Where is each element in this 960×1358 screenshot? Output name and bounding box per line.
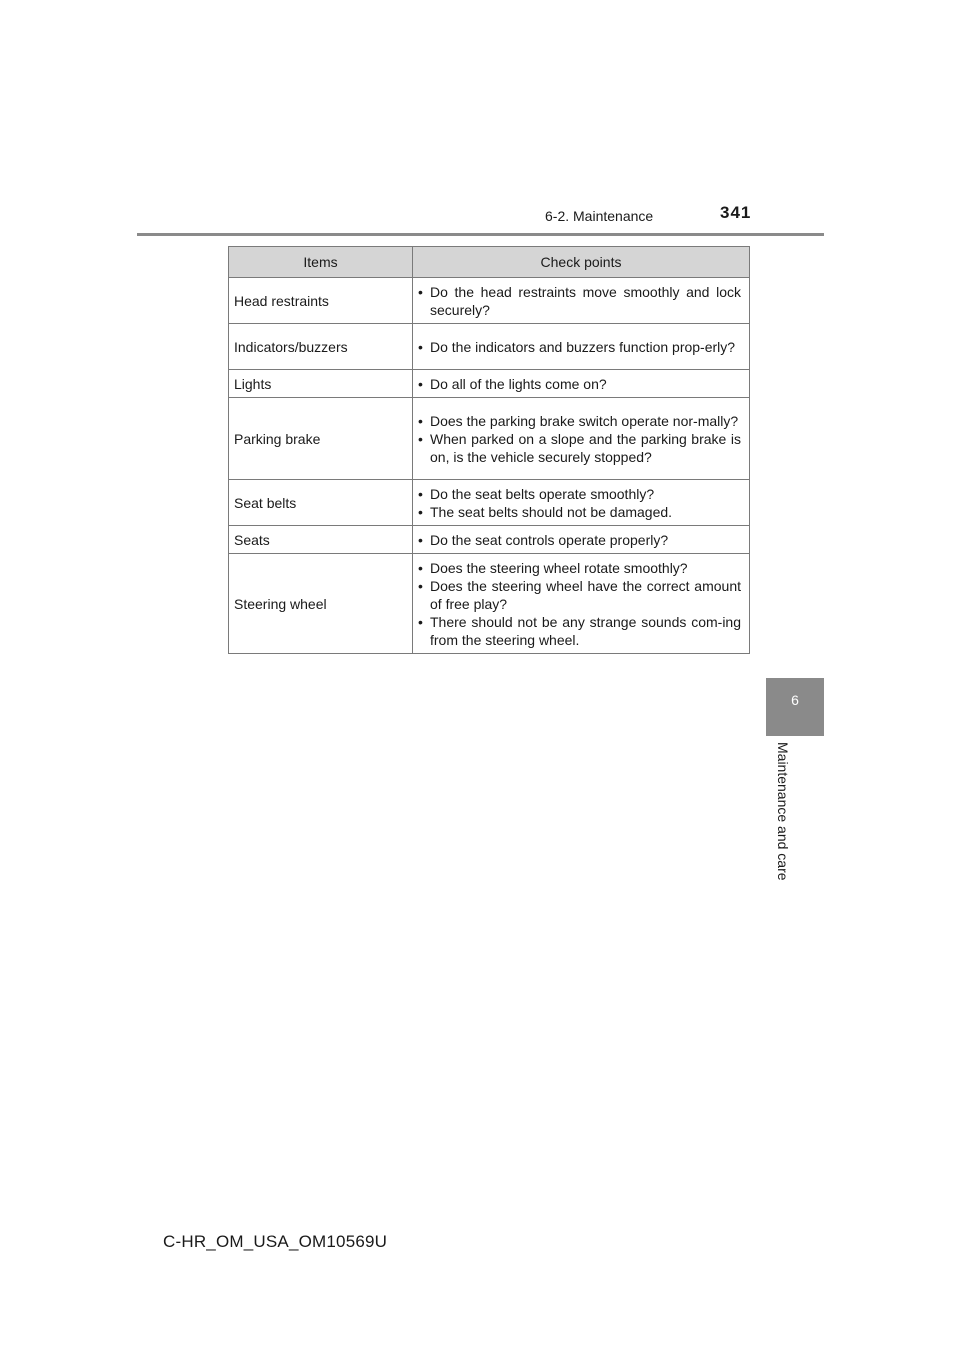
chapter-number: 6 bbox=[791, 692, 799, 708]
table-row bbox=[229, 480, 750, 526]
check-point: • Does the steering wheel have the correct amount of free play? bbox=[418, 577, 741, 613]
check-point: • Does the steering wheel rotate smoothly? bbox=[418, 559, 741, 577]
check-point: • Do the indicators and buzzers function prop-erly? bbox=[418, 338, 741, 356]
row-item-label: Seats bbox=[229, 526, 413, 554]
check-point: • Do all of the lights come on? bbox=[418, 375, 741, 393]
row-item-label: Parking brake bbox=[229, 398, 413, 480]
chapter-tab bbox=[766, 678, 824, 736]
row-check-points bbox=[413, 554, 750, 654]
row-item-label: Head restraints bbox=[229, 278, 413, 324]
row-item-label: Seat belts bbox=[229, 480, 413, 526]
row-check-points bbox=[413, 526, 750, 554]
table-row bbox=[229, 398, 750, 480]
column-header-check-points: Check points bbox=[413, 247, 750, 278]
maintenance-check-table bbox=[228, 246, 750, 654]
table-row bbox=[229, 278, 750, 324]
row-check-points bbox=[413, 324, 750, 370]
check-point: • Do the head restraints move smoothly and lock securely? bbox=[418, 283, 741, 319]
column-header-items: Items bbox=[229, 247, 413, 278]
table-row bbox=[229, 554, 750, 654]
row-item-label: Indicators/buzzers bbox=[229, 324, 413, 370]
chapter-label: Maintenance and care bbox=[775, 742, 791, 881]
row-check-points bbox=[413, 370, 750, 398]
check-point: • The seat belts should not be damaged. bbox=[418, 503, 741, 521]
check-point: • There should not be any strange sounds com-ing from the steering wheel. bbox=[418, 613, 741, 649]
header-divider bbox=[137, 233, 824, 236]
row-check-points bbox=[413, 480, 750, 526]
row-item-label: Lights bbox=[229, 370, 413, 398]
page-number: 341 bbox=[720, 203, 752, 222]
table-row bbox=[229, 370, 750, 398]
table-header-row bbox=[229, 247, 750, 278]
check-point: • When parked on a slope and the parking brake is on, is the vehicle securely stopped? bbox=[418, 430, 741, 466]
section-title: 6-2. Maintenance bbox=[545, 208, 654, 224]
document-code: C-HR_OM_USA_OM10569U bbox=[163, 1232, 388, 1251]
table-row bbox=[229, 324, 750, 370]
check-point: • Does the parking brake switch operate nor-mally? bbox=[418, 412, 741, 430]
row-item-label: Steering wheel bbox=[229, 554, 413, 654]
check-point: • Do the seat belts operate smoothly? bbox=[418, 485, 741, 503]
table-row bbox=[229, 526, 750, 554]
row-check-points bbox=[413, 398, 750, 480]
row-check-points bbox=[413, 278, 750, 324]
check-point: • Do the seat controls operate properly? bbox=[418, 531, 741, 549]
